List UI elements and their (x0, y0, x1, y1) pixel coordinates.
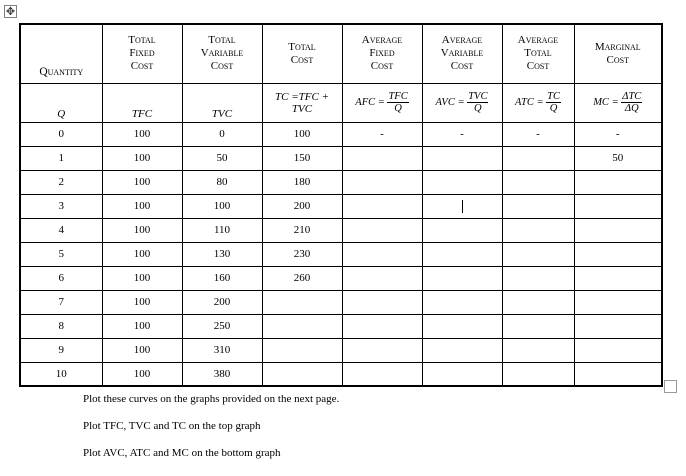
cell-afc[interactable] (342, 314, 422, 338)
cell-tfc: 100 (102, 314, 182, 338)
header-mc: Marginal Cost (574, 24, 662, 83)
formula-avc: AVC = $\frac{\text{TVC}}{Q}$ (422, 83, 502, 122)
cell-avc[interactable] (422, 290, 502, 314)
symbol-tvc: TVC (182, 83, 262, 122)
cell-q: 10 (20, 362, 102, 386)
cell-tfc: 100 (102, 338, 182, 362)
instruction-line-1: Plot these curves on the graphs provided on the next page. (83, 393, 340, 405)
cell-avc[interactable] (422, 170, 502, 194)
cell-tc[interactable]: 180 (262, 170, 342, 194)
table-body (20, 122, 662, 386)
cell-q: 8 (20, 314, 102, 338)
header-tc: Total Cost (262, 24, 342, 83)
cell-avc[interactable] (422, 314, 502, 338)
cell-mc[interactable]: - (574, 122, 662, 146)
cell-atc[interactable] (502, 290, 574, 314)
cell-tc[interactable]: 100 (262, 122, 342, 146)
cell-q: 5 (20, 242, 102, 266)
cell-tfc: 100 (102, 362, 182, 386)
cell-tvc: 50 (182, 146, 262, 170)
cell-afc[interactable] (342, 290, 422, 314)
header-afc: Average Fixed Cost (342, 24, 422, 83)
cell-tc[interactable]: 150 (262, 146, 342, 170)
table-row (20, 290, 662, 314)
cell-tc[interactable] (262, 362, 342, 386)
cell-afc[interactable] (342, 338, 422, 362)
table-row (20, 338, 662, 362)
cell-avc[interactable] (422, 218, 502, 242)
cell-tfc: 100 (102, 218, 182, 242)
cell-avc[interactable] (422, 146, 502, 170)
text-cursor (462, 200, 463, 213)
cell-tvc: 100 (182, 194, 262, 218)
cell-tvc: 200 (182, 290, 262, 314)
table-row (20, 170, 662, 194)
table-row (20, 122, 662, 146)
cell-tvc: 130 (182, 242, 262, 266)
cell-afc[interactable] (342, 194, 422, 218)
cell-afc[interactable] (342, 266, 422, 290)
cell-tvc: 380 (182, 362, 262, 386)
header-atc: Average Total Cost (502, 24, 574, 83)
symbol-row (20, 83, 662, 122)
cell-tfc: 100 (102, 122, 182, 146)
header-row (20, 24, 662, 83)
cell-atc[interactable] (502, 146, 574, 170)
cell-tfc: 100 (102, 194, 182, 218)
formula-atc: ATC = $\frac{TC}{Q}$ (502, 83, 574, 122)
cost-table (19, 23, 663, 387)
cell-tvc: 310 (182, 338, 262, 362)
cell-avc[interactable] (422, 362, 502, 386)
cell-mc[interactable] (574, 362, 662, 386)
cell-q: 4 (20, 218, 102, 242)
cell-tc[interactable] (262, 314, 342, 338)
cell-mc[interactable] (574, 338, 662, 362)
cell-avc[interactable] (422, 242, 502, 266)
cell-tfc: 100 (102, 266, 182, 290)
header-tfc: Total Fixed Cost (102, 24, 182, 83)
cell-avc[interactable] (422, 194, 502, 218)
cell-afc[interactable] (342, 170, 422, 194)
cell-afc[interactable] (342, 146, 422, 170)
symbol-q: Q (20, 83, 102, 122)
symbol-tc: TC =TFC + TVC (262, 83, 342, 122)
cell-atc[interactable] (502, 362, 574, 386)
cell-avc[interactable] (422, 266, 502, 290)
cell-atc[interactable] (502, 338, 574, 362)
cell-tvc: 110 (182, 218, 262, 242)
cell-atc[interactable]: - (502, 122, 574, 146)
cell-avc[interactable]: - (422, 122, 502, 146)
cell-mc[interactable]: 50 (574, 146, 662, 170)
cell-tfc: 100 (102, 146, 182, 170)
cell-afc[interactable] (342, 362, 422, 386)
cell-q: 2 (20, 170, 102, 194)
cell-tc[interactable]: 260 (262, 266, 342, 290)
cell-q: 6 (20, 266, 102, 290)
cell-atc[interactable] (502, 266, 574, 290)
cell-mc[interactable] (574, 290, 662, 314)
cell-tc[interactable]: 230 (262, 242, 342, 266)
cell-afc[interactable] (342, 218, 422, 242)
table-row (20, 242, 662, 266)
table-row (20, 194, 662, 218)
cell-tc[interactable]: 200 (262, 194, 342, 218)
cell-atc[interactable] (502, 170, 574, 194)
cell-tvc: 250 (182, 314, 262, 338)
cell-mc[interactable] (574, 194, 662, 218)
cell-mc[interactable] (574, 170, 662, 194)
cell-tfc: 100 (102, 290, 182, 314)
cell-atc[interactable] (502, 314, 574, 338)
cell-afc[interactable]: - (342, 122, 422, 146)
cell-q: 7 (20, 290, 102, 314)
table-row (20, 146, 662, 170)
cell-atc[interactable] (502, 242, 574, 266)
cell-q: 0 (20, 122, 102, 146)
cell-q: 3 (20, 194, 102, 218)
table-move-handle-icon[interactable]: ✥ (5, 5, 16, 18)
cell-mc[interactable] (574, 266, 662, 290)
cell-atc[interactable] (502, 218, 574, 242)
cell-tc[interactable]: 210 (262, 218, 342, 242)
cell-mc[interactable] (574, 218, 662, 242)
instruction-line-2: Plot TFC, TVC and TC on the top graph (83, 420, 261, 432)
table-row (20, 314, 662, 338)
table-row (20, 362, 662, 386)
cell-tfc: 100 (102, 242, 182, 266)
formula-afc: AFC = $\frac{\text{TFC}}{Q}$ (342, 83, 422, 122)
table-row (20, 218, 662, 242)
table-row (20, 266, 662, 290)
cell-tvc: 0 (182, 122, 262, 146)
cell-q: 9 (20, 338, 102, 362)
table-resize-handle[interactable] (664, 380, 677, 393)
cell-mc[interactable] (574, 242, 662, 266)
formula-mc: MC = $\frac{\text{ΔTC}}{\Delta Q}$ (574, 83, 662, 122)
header-avc: Average Variable Cost (422, 24, 502, 83)
cell-tvc: 80 (182, 170, 262, 194)
cell-afc[interactable] (342, 242, 422, 266)
cell-tc[interactable] (262, 290, 342, 314)
header-quantity: Quantity (20, 24, 102, 83)
header-tvc: Total Variable Cost (182, 24, 262, 83)
cell-mc[interactable] (574, 314, 662, 338)
cell-tfc: 100 (102, 170, 182, 194)
cell-q: 1 (20, 146, 102, 170)
cell-tvc: 160 (182, 266, 262, 290)
cell-tc[interactable] (262, 338, 342, 362)
cell-avc[interactable] (422, 338, 502, 362)
symbol-tfc: TFC (102, 83, 182, 122)
instruction-line-3: Plot AVC, ATC and MC on the bottom graph (83, 447, 281, 459)
cell-atc[interactable] (502, 194, 574, 218)
